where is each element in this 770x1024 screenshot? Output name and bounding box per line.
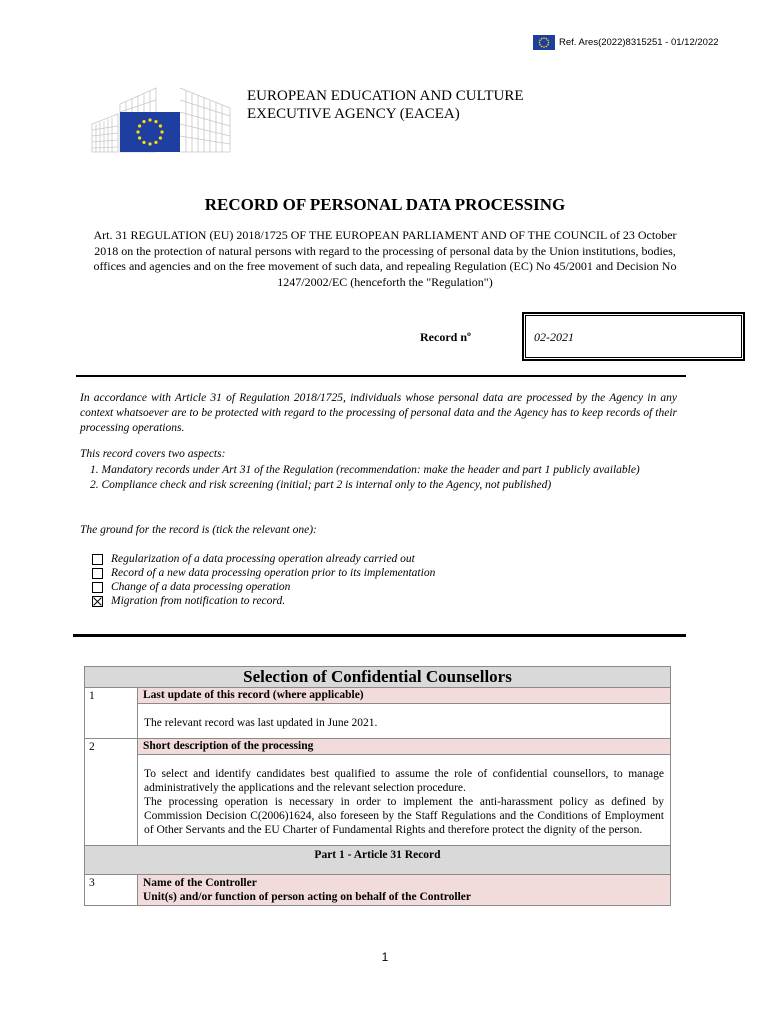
row-heading: Short description of the processing [138,739,671,755]
page-number: 1 [381,950,389,964]
checkbox-checked-icon[interactable] [92,596,103,607]
eacea-logo-icon [90,84,235,154]
agency-name [247,87,524,123]
record-number-label: Record nº [420,330,471,344]
reference-text: Ref. Ares(2022)8315251 - 01/12/2022 [559,37,719,48]
ground-option[interactable] [92,580,435,594]
ground-option[interactable] [92,552,435,566]
ground-option[interactable] [92,566,435,580]
covers-item-1: 1. Mandatory records under Art 31 of the Regulation (recommendation: make the header and part 1 publicly available) [90,463,640,476]
ground-title: The ground for the record is (tick the relevant one): [80,524,317,536]
ground-option-label: Migration from notification to record. [111,595,286,607]
part-header: Part 1 - Article 31 Record [85,846,671,875]
row-heading-line: Unit(s) and/or function of person acting on behalf of the Controller [143,891,471,903]
row-paragraph: The processing operation is necessary in order to implement the anti-harassment policy as defined by Commission Decision C(2006)1624, also foreseen by the Staff Regulations and the Conditions of Employment of Other Servants and the EU Charter of Fundamental Rights and therefore protect the dignity of the person. [144,796,664,836]
row-content: The relevant record was last updated in June 2021. [138,704,671,739]
document-subtitle: Art. 31 REGULATION (EU) 2018/1725 OF THE EUROPEAN PARLIAMENT AND OF THE COUNCIL of 23 October 2018 on the protection of natural persons with regard to the processing of personal data by the Union institutions, bodies, offices and agencies and on the free movement of such data, and repealing Regulation (EC) No 45/2001 and Decision No 1247/2002/EC (henceforth the "Regulation") [93,228,677,289]
covers-title: This record covers two aspects: [80,448,226,460]
row-heading [138,875,671,906]
row-number: 3 [85,875,138,906]
ground-option[interactable] [92,594,435,608]
agency-line-2: EXECUTIVE AGENCY (EACEA) [247,106,460,122]
table-title: Selection of Confidential Counsellors [85,667,671,688]
document-title: RECORD OF PERSONAL DATA PROCESSING [204,195,566,214]
reference-line [533,35,719,50]
covers-item-2: 2. Compliance check and risk screening (initial; part 2 is internal only to the Agency, not published) [90,479,552,491]
intro-paragraph: In accordance with Article 31 of Regulation 2018/1725, individuals whose personal data are processed by the Agency in any context whatsoever are to be protected with regard to the processing of personal data and the Agency has to keep records of their processing operations. [80,392,677,434]
row-heading: Last update of this record (where applicable) [138,688,671,704]
row-content [138,755,671,846]
row-number: 2 [85,739,138,846]
row-paragraph: To select and identify candidates best qualified to assume the role of confidential counsellors, to manage administratively the applications and the relevant selection procedure. [144,768,664,794]
record-number-value: 02-2021 [534,330,574,344]
agency-line-1: EUROPEAN EDUCATION AND CULTURE [247,88,524,104]
ground-option-label: Record of a new data processing operation prior to its implementation [111,567,436,579]
ground-option-label: Regularization of a data processing operation already carried out [111,553,415,565]
checkbox-icon[interactable] [92,568,103,579]
covers-section [80,447,680,494]
row-number: 1 [85,688,138,739]
row-heading-line: Name of the Controller [143,877,257,889]
record-table [84,666,671,906]
ground-option-label: Change of a data processing operation [111,581,291,593]
checkbox-icon[interactable] [92,582,103,593]
checkbox-icon[interactable] [92,554,103,565]
section-divider [73,634,686,637]
eu-flag-icon [533,35,555,50]
ground-checklist [92,552,435,608]
section-divider [76,375,686,377]
